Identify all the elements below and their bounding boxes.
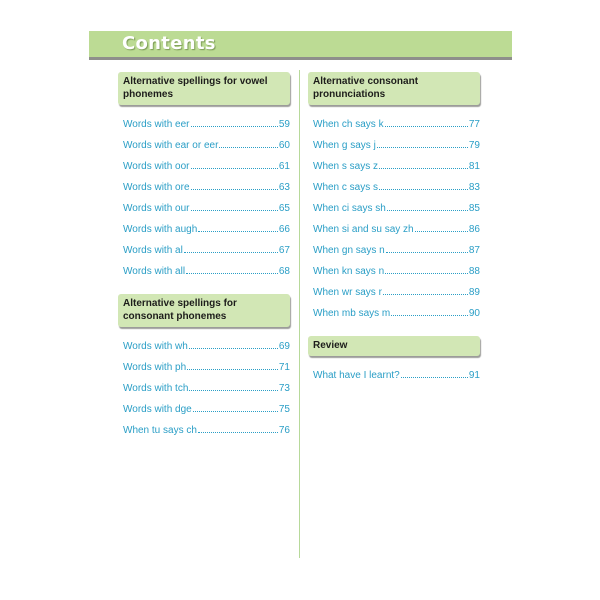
dot-leader	[191, 117, 278, 127]
entry-page: 66	[278, 224, 290, 235]
dot-leader	[386, 243, 468, 253]
entry-label: When mb says m	[313, 308, 391, 319]
entry-label: When ci says sh	[313, 203, 386, 214]
entry-page: 61	[278, 161, 290, 172]
toc-entry[interactable]	[118, 339, 290, 360]
entry-page: 60	[278, 140, 290, 151]
dot-leader	[184, 243, 278, 253]
dot-leader	[193, 402, 278, 412]
toc-entry[interactable]	[308, 201, 480, 222]
entry-label: When c says s	[313, 182, 379, 193]
toc-entry[interactable]	[118, 243, 290, 264]
entry-page: 79	[468, 140, 480, 151]
entry-label: When ch says k	[313, 119, 384, 130]
section-consonant-pronunciations	[308, 72, 480, 327]
section-heading: Review	[308, 336, 480, 356]
entry-page: 86	[468, 224, 480, 235]
dot-leader	[198, 423, 278, 433]
toc-entry[interactable]	[118, 180, 290, 201]
entry-label: Words with wh	[123, 341, 188, 352]
dot-leader	[191, 159, 278, 169]
toc-entry[interactable]	[308, 180, 480, 201]
toc-entry[interactable]	[308, 285, 480, 306]
entry-label: Words with ph	[123, 362, 187, 373]
entry-page: 75	[278, 404, 290, 415]
entry-page: 71	[278, 362, 290, 373]
entry-page: 76	[278, 425, 290, 436]
section-heading: Alternative spellings for consonant phonemes	[118, 294, 290, 327]
toc-entry[interactable]	[118, 381, 290, 402]
dot-leader	[415, 222, 468, 232]
section-review	[308, 336, 480, 389]
dot-leader	[189, 339, 278, 349]
dot-leader	[383, 285, 468, 295]
entry-label: Words with augh	[123, 224, 198, 235]
column-divider	[299, 70, 300, 558]
entry-label: When kn says n	[313, 266, 385, 277]
toc-entry[interactable]	[308, 368, 480, 389]
toc-entry[interactable]	[118, 117, 290, 138]
toc-entry[interactable]	[118, 201, 290, 222]
section-heading: Alternative spellings for vowel phonemes	[118, 72, 290, 105]
toc-entry[interactable]	[118, 138, 290, 159]
dot-leader	[379, 159, 468, 169]
dot-leader	[401, 368, 468, 378]
entry-label: When tu says ch	[123, 425, 197, 436]
entry-page: 85	[468, 203, 480, 214]
dot-leader	[385, 117, 468, 127]
toc-entry[interactable]	[118, 402, 290, 423]
dot-leader	[387, 201, 468, 211]
toc-entry[interactable]	[308, 222, 480, 243]
toc-entry[interactable]	[118, 264, 290, 285]
entry-list	[308, 368, 480, 389]
entry-label: When si and su say zh	[313, 224, 414, 235]
entry-page: 88	[468, 266, 480, 277]
entry-page: 89	[468, 287, 480, 298]
contents-banner	[89, 31, 512, 60]
entry-label: When gn says n	[313, 245, 385, 256]
entry-page: 81	[468, 161, 480, 172]
entry-page: 73	[278, 383, 290, 394]
dot-leader	[186, 264, 278, 274]
dot-leader	[391, 306, 468, 316]
dot-leader	[189, 381, 277, 391]
toc-entry[interactable]	[118, 423, 290, 444]
toc-entry[interactable]	[118, 222, 290, 243]
dot-leader	[191, 201, 278, 211]
entry-list	[118, 117, 290, 285]
toc-entry[interactable]	[308, 138, 480, 159]
toc-entry[interactable]	[308, 306, 480, 327]
toc-entry[interactable]	[118, 159, 290, 180]
entry-label: When g says j	[313, 140, 376, 151]
entry-page: 59	[278, 119, 290, 130]
dot-leader	[191, 180, 278, 190]
entry-label: Words with tch	[123, 383, 189, 394]
toc-entry[interactable]	[118, 360, 290, 381]
entry-page: 83	[468, 182, 480, 193]
toc-entry[interactable]	[308, 117, 480, 138]
entry-list	[308, 117, 480, 327]
toc-entry[interactable]	[308, 264, 480, 285]
entry-page: 65	[278, 203, 290, 214]
entry-label: Words with oor	[123, 161, 190, 172]
entry-page: 90	[468, 308, 480, 319]
dot-leader	[385, 264, 468, 274]
entry-label: Words with al	[123, 245, 183, 256]
entry-label: Words with dge	[123, 404, 192, 415]
entry-list	[118, 339, 290, 444]
entry-page: 91	[468, 370, 480, 381]
entry-label: When s says z	[313, 161, 379, 172]
entry-page: 63	[278, 182, 290, 193]
dot-leader	[377, 138, 468, 148]
toc-entry[interactable]	[308, 159, 480, 180]
entry-label: What have I learnt?	[313, 370, 400, 381]
dot-leader	[187, 360, 278, 370]
entry-page: 67	[278, 245, 290, 256]
entry-label: When wr says r	[313, 287, 382, 298]
entry-label: Words with eer	[123, 119, 190, 130]
entry-label: Words with ore	[123, 182, 190, 193]
toc-entry[interactable]	[308, 243, 480, 264]
dot-leader	[198, 222, 278, 232]
section-heading: Alternative consonant pronunciations	[308, 72, 480, 105]
entry-page: 77	[468, 119, 480, 130]
section-consonant-spellings	[118, 294, 290, 444]
entry-page: 87	[468, 245, 480, 256]
section-vowel-spellings	[118, 72, 290, 285]
entry-label: Words with our	[123, 203, 190, 214]
entry-page: 69	[278, 341, 290, 352]
dot-leader	[379, 180, 468, 190]
entry-label: Words with ear or eer	[123, 140, 219, 151]
entry-page: 68	[278, 266, 290, 277]
page-title: Contents	[122, 33, 216, 54]
dot-leader	[219, 138, 277, 148]
entry-label: Words with all	[123, 266, 186, 277]
